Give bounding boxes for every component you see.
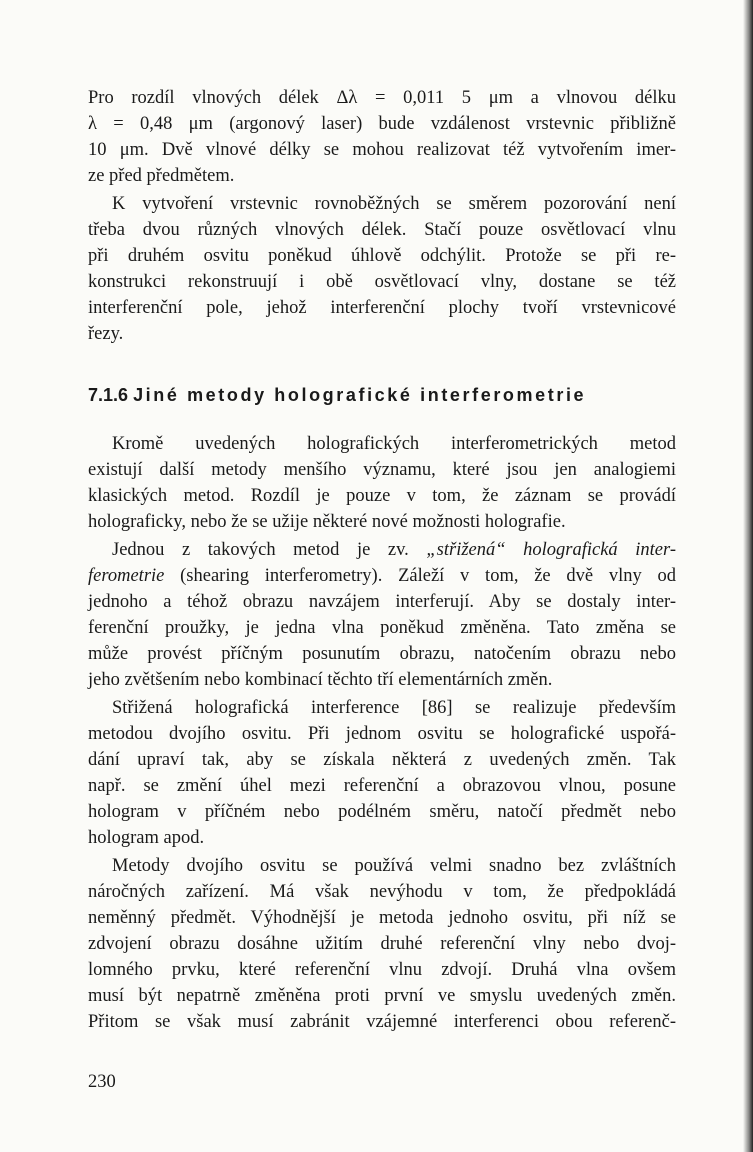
text-line: Metody dvojího osvitu se používá velmi snadno bez zvláštních (112, 856, 676, 876)
text-line: řezy. (88, 324, 124, 344)
text-line: interferenční pole, jehož interferenční plochy tvoří vrstevnicové (88, 298, 676, 318)
text-line: neměnný předmět. Výhodnější je metoda jednoho osvitu, při níž se (88, 908, 676, 928)
text-line: náročných zařízení. Má však nevýhodu v tom, že předpokládá (88, 882, 676, 902)
text-line: zdvojení obrazu dosáhne užitím druhé referenční vlny nebo dvoj- (88, 934, 676, 954)
text-line: např. se změní úhel mezi referenční a obrazovou vlnou, posune (88, 776, 676, 796)
text-line: může provést příčným posunutím obrazu, natočením obrazu nebo (88, 644, 676, 664)
term-italic: ferometrie (88, 566, 165, 586)
text-run: Jednou z takových metod je zv. (112, 540, 427, 560)
text-line: musí být nepatrně změněna proti první ve smyslu uvedených změn. (88, 986, 676, 1006)
interference-paragraph (88, 695, 676, 851)
text-line: hologram v příčném nebo podélném směru, natočí předmět nebo (88, 802, 676, 822)
text-line: Kromě uvedených holografických interferometrických metod (112, 434, 676, 454)
text-line: třeba dvou různých vlnových délek. Stačí pouze osvětlovací vlnu (88, 220, 676, 240)
text-line: jednoho a téhož obrazu navzájem interferují. Aby se dostaly inter- (88, 592, 676, 612)
text-line: jeho zvětšením nebo kombinací těchto tří elementárních změn. (88, 670, 553, 690)
text-line: Přitom se však musí zabránit vzájemné interferenci obou referenč- (88, 1012, 676, 1032)
osvit-paragraph (88, 853, 676, 1035)
text-line: K vytvoření vrstevnic rovnoběžných se směrem pozorování není (112, 194, 676, 214)
text-line: ze před předmětem. (88, 166, 235, 186)
page-number: 230 (88, 1072, 116, 1092)
text-line: konstrukci rekonstruují i obě osvětlovací vlny, dostane se též (88, 272, 676, 292)
section-number: 7.1.6 (88, 385, 129, 405)
text-line: při druhém osvitu poněkud úhlově odchýlit. Protože se při re- (88, 246, 676, 266)
text-line: 10 μm. Dvě vlnové délky se mohou realizovat též vytvořením imer- (88, 140, 676, 160)
text-line: lomného prvku, které referenční vlnu zdvojí. Druhá vlna ovšem (88, 960, 676, 980)
text-line (88, 563, 676, 589)
section-heading (88, 381, 676, 409)
text-line (88, 537, 676, 563)
text-line: holograficky, nebo že se užije některé nové možnosti holografie. (88, 512, 566, 532)
text-line: metodou dvojího osvitu. Při jednom osvitu se holografické uspořá- (88, 724, 676, 744)
text-line: Střižená holografická interference [86] se realizuje především (112, 698, 676, 718)
text-line: klasických metod. Rozdíl je pouze v tom, že záznam se provádí (88, 486, 676, 506)
text-line: λ = 0,48 μm (argonový laser) bude vzdálenost vrstevnic přibližně (88, 114, 676, 134)
strizena-paragraph (88, 537, 676, 693)
text-line: dání upraví tak, aby se získala některá z uvedených změn. Tak (88, 750, 676, 770)
intro-paragraph (88, 85, 676, 189)
text-line: hologram apod. (88, 828, 205, 848)
section-title: Jiné metody holografické interferometrie (133, 385, 587, 405)
page-edge-shadow (743, 0, 753, 1152)
metody-paragraph (88, 431, 676, 535)
text-run: (shearing interferometry). Záleží v tom, že dvě vlny od (164, 566, 676, 586)
text-line: Pro rozdíl vlnových délek Δλ = 0,011 5 μm a vlnovou délku (88, 88, 676, 108)
text-line: existují další metody menšího významu, které jsou jen analogiemi (88, 460, 676, 480)
vrstevnice-paragraph (88, 191, 676, 347)
text-line: ferenční proužky, je jedna vlna poněkud změněna. Tato změna se (88, 618, 676, 638)
term-italic: „střižená“ holografická inter- (426, 540, 676, 560)
